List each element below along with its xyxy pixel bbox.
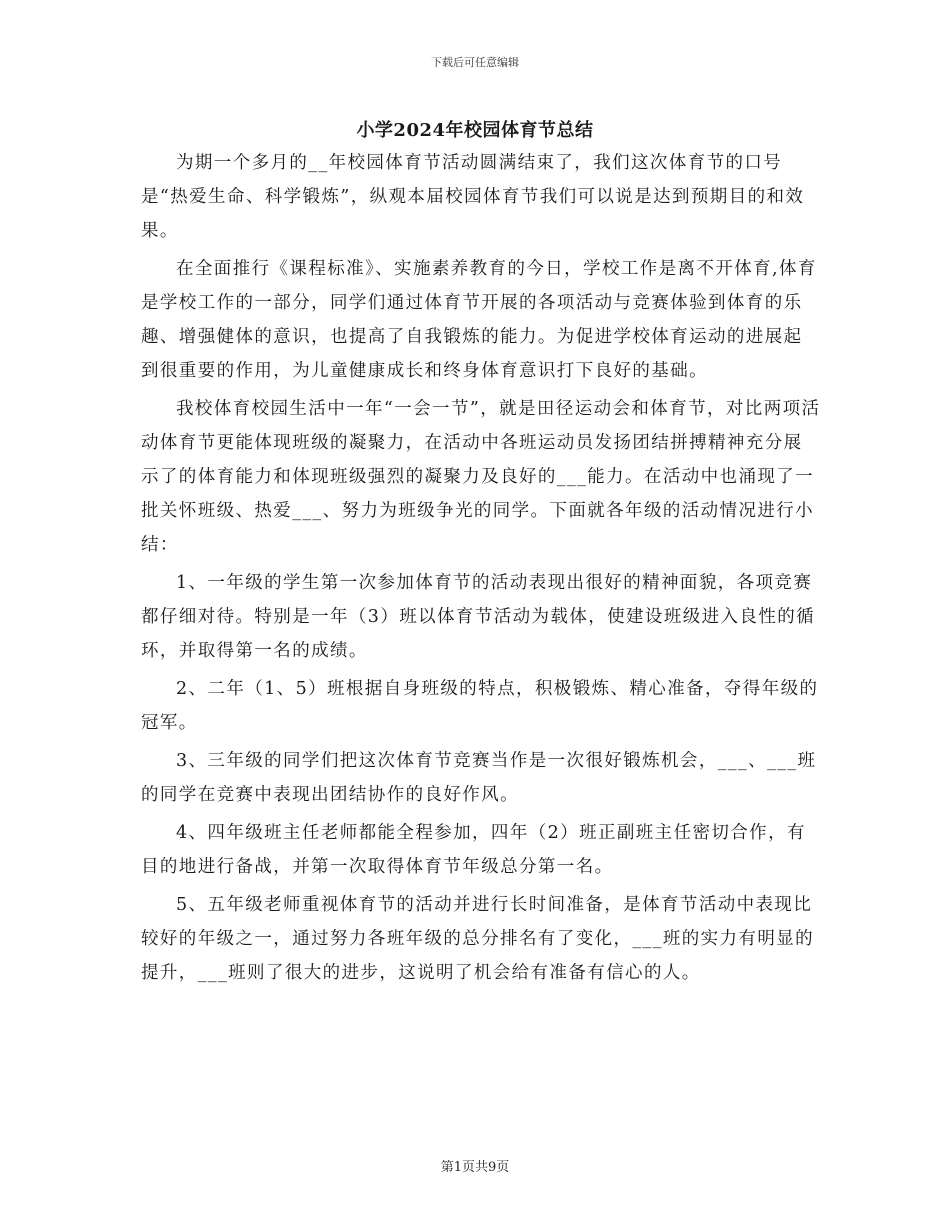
document-body: [141, 146, 821, 994]
header-note: 下载后可任意编辑: [431, 56, 519, 69]
page-indicator: 第1页共9页: [440, 1160, 510, 1175]
paragraph: 1、一年级的学生第一次参加体育节的活动表现出很好的精神面貌，各项竞赛都仔细对待。特别是一年（3）班以体育节活动为载体，使建设班级进入良性的循环，并取得第一名的成绩。: [141, 573, 816, 661]
paragraph: 为期一个多月的__年校园体育节活动圆满结束了，我们这次体育节的口号是“热爱生命、科学锻炼”，纵观本届校园体育节我们可以说是达到预期目的和效果。: [141, 153, 805, 241]
paragraph: 在全面推行《课程标准》、实施素养教育的今日，学校工作是离不开体育,体育是学校工作的一部分，同学们通过体育节开展的各项活动与竞赛体验到体育的乐趣、增强健体的意识，也提高了自我锻炼的能力。为促进学校体育运动的进展起到很重要的作用，为儿童健康成长和终身体育意识打下良好的基础。: [141, 259, 817, 381]
paragraph: 我校体育校园生活中一年“一会一节”，就是田径运动会和体育节，对比两项活动体育节更能体现班级的凝聚力，在活动中各班运动员发扬团结拼搏精神充分展示了的体育能力和体现班级强烈的凝聚力及良好的___能力。在活动中也涌现了一批关怀班级、热爱___、努力为班级争光的同学。下面就各年级的活动情况进行小结：: [141, 399, 821, 555]
paragraph: 3、三年级的同学们把这次体育节竞赛当作是一次很好锻炼机会，___、___班的同学在竞赛中表现出团结协作的良好作风。: [141, 751, 817, 805]
document-title: 小学2024年校园体育节总结: [356, 120, 594, 141]
paragraph: 2、二年（1、5）班根据自身班级的特点，积极锻炼、精心准备，夺得年级的冠军。: [141, 679, 819, 733]
paragraph: 5、五年级老师重视体育节的活动并进行长时间准备，是体育节活动中表现比较好的年级之一，通过努力各班年级的总分排名有了变化，___班的实力有明显的提升，___班则了很大的进步，这说明了机会给有准备有信心的人。: [141, 895, 815, 983]
paragraph: 4、四年级班主任老师都能全程参加，四年（2）班正副班主任密切合作，有目的地进行备战，并第一次取得体育节年级总分第一名。: [141, 823, 806, 877]
